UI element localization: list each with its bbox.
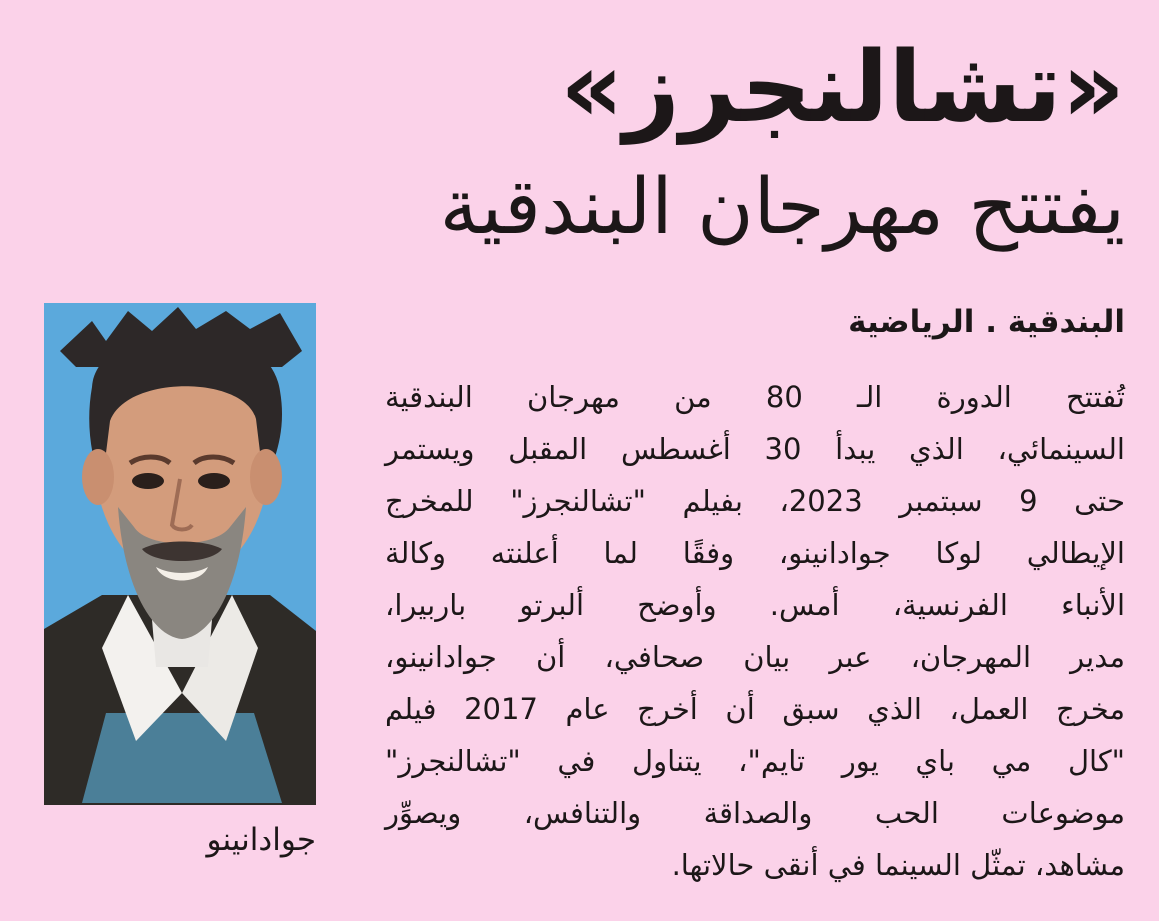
photo-caption: جوادانينو <box>206 822 316 858</box>
portrait-photo <box>44 303 316 805</box>
article-line: موضوعات الحب والصداقة والتنافس، ويصوِّر <box>385 796 1125 830</box>
article-line: السينمائي، الذي يبدأ 30 أغسطس المقبل ويستمر <box>385 432 1125 466</box>
article-line: "كال مي باي يور تايم"، يتناول في "تشالنجرز" <box>385 744 1125 778</box>
article-line: مخرج العمل، الذي سبق أن أخرج عام 2017 فيلم <box>385 692 1126 726</box>
article-line: تُفتتح الدورة الـ 80 من مهرجان البندقية <box>385 380 1125 414</box>
article-line: مدير المهرجان، عبر بيان صحافي، أن جوادانينو، <box>385 640 1125 674</box>
headline-subtitle: يفتتح مهرجان البندقية <box>439 163 1125 252</box>
article-line: الإيطالي لوكا جوادانينو، وفقًا لما أعلنته وكالة <box>385 536 1125 570</box>
article-line: مشاهد، تمثّل السينما في أنقى حالاتها. <box>671 848 1125 882</box>
article-body <box>385 371 1125 891</box>
portrait-illustration <box>44 303 316 805</box>
article-line: حتى 9 سبتمبر 2023، بفيلم "تشالنجرز" للمخرج <box>385 484 1125 518</box>
article-line: الأنباء الفرنسية، أمس. وأوضح ألبرتو باربيرا، <box>385 588 1125 622</box>
article-dateline: البندقية . الرياضية <box>848 304 1125 340</box>
headline-title: «تشالنجرز» <box>560 31 1125 145</box>
